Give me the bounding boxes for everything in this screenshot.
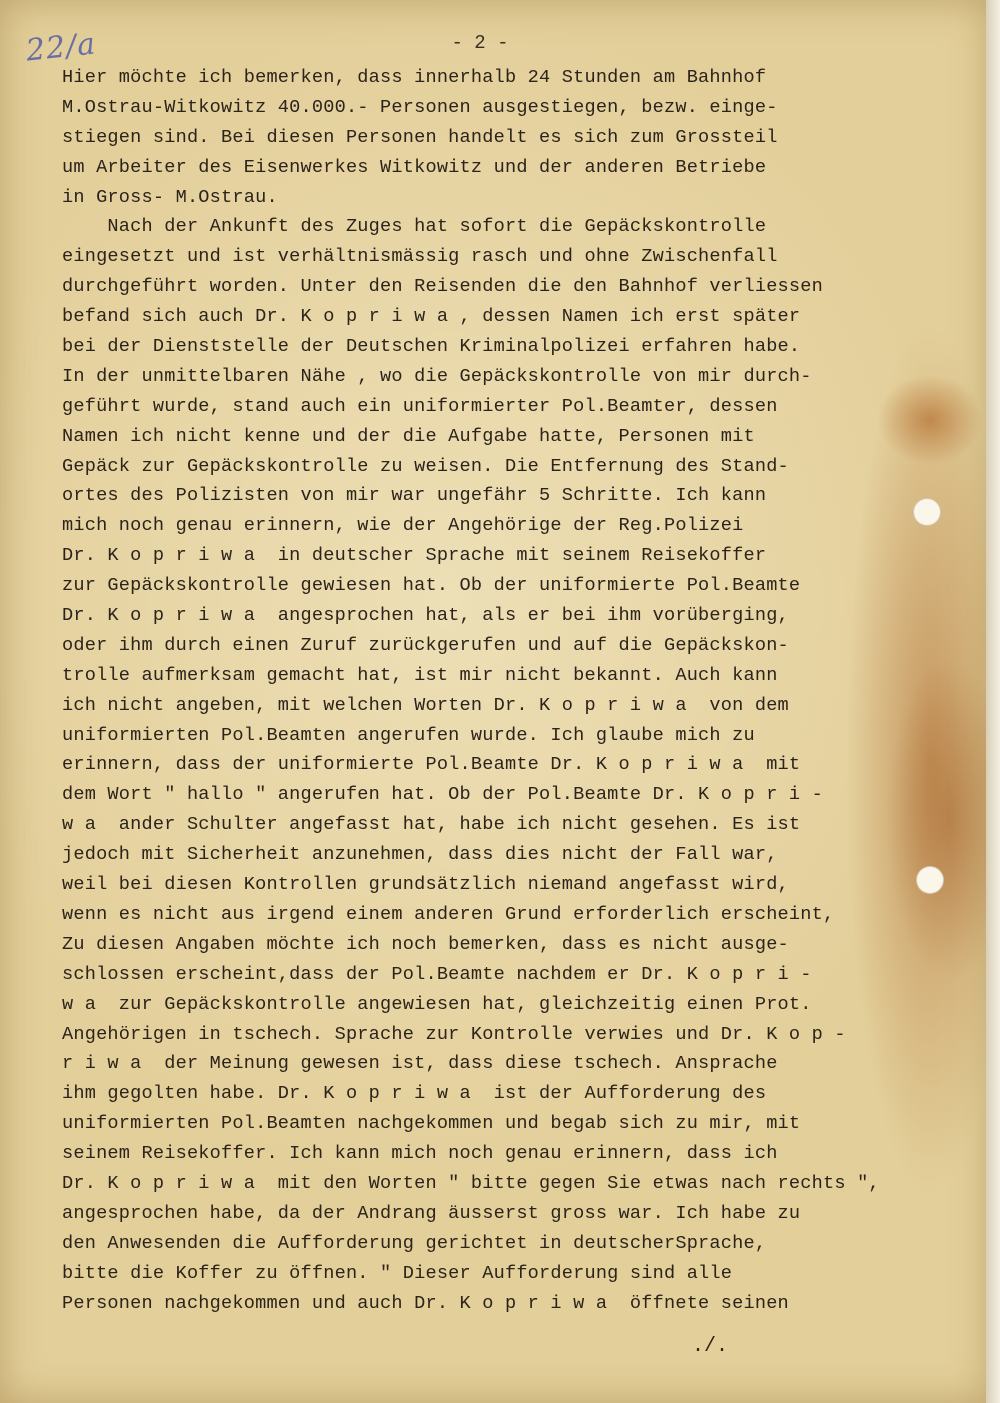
text-line: seinem Reisekoffer. Ich kann mich noch genau erinnern, dass ich: [62, 1143, 778, 1165]
page-number: - 2 -: [451, 32, 509, 54]
text-line: zur Gepäckskontrolle gewiesen hat. Ob der uniformierte Pol.Beamte: [62, 575, 801, 597]
text-line: r i w a der Meinung gewesen ist, dass diese tschech. Ansprache: [62, 1053, 778, 1075]
text-line: Zu diesen Angaben möchte ich noch bemerken, dass es nicht ausge-: [62, 933, 789, 955]
text-line: dem Wort " hallo " angerufen hat. Ob der Pol.Beamte Dr. K o p r i -: [62, 784, 823, 806]
text-line: ortes des Polizisten von mir war ungefähr 5 Schritte. Ich kann: [62, 485, 767, 507]
punch-hole: [913, 498, 941, 526]
text-line: In der unmittelbaren Nähe , wo die Gepäckskontrolle von mir durch-: [62, 365, 812, 387]
paper-edge: [986, 0, 1000, 1403]
text-line: Angehörigen in tschech. Sprache zur Kontrolle verwies und Dr. K o p -: [62, 1023, 846, 1045]
text-line: M.Ostrau-Witkowitz 40.000.- Personen ausgestiegen, bezw. einge-: [62, 96, 778, 118]
text-line: w a zur Gepäckskontrolle angewiesen hat, gleichzeitig einen Prot.: [62, 993, 812, 1015]
text-line: jedoch mit Sicherheit anzunehmen, dass dies nicht der Fall war,: [62, 844, 778, 866]
text-line: uniformierten Pol.Beamten nachgekommen und begab sich zu mir, mit: [62, 1113, 801, 1135]
text-line: bei der Dienststelle der Deutschen Kriminalpolizei erfahren habe.: [62, 336, 801, 358]
text-line: den Anwesenden die Aufforderung gerichtet in deutscherSprache,: [62, 1232, 767, 1254]
text-line: bitte die Koffer zu öffnen. " Dieser Aufforderung sind alle: [62, 1262, 733, 1284]
text-line: Dr. K o p r i w a in deutscher Sprache mit seinem Reisekoffer: [62, 545, 767, 567]
text-line: Gepäck zur Gepäckskontrolle zu weisen. Die Entfernung des Stand-: [62, 455, 789, 477]
text-line: ich nicht angeben, mit welchen Worten Dr. K o p r i w a von dem: [62, 694, 789, 716]
text-line: befand sich auch Dr. K o p r i w a , dessen Namen ich erst später: [62, 306, 801, 328]
text-line: angesprochen habe, da der Andrang äusserst gross war. Ich habe zu: [62, 1202, 801, 1224]
text-line: oder ihm durch einen Zuruf zurückgerufen und auf die Gepäckskon-: [62, 634, 789, 656]
text-line: erinnern, dass der uniformierte Pol.Beamte Dr. K o p r i w a mit: [62, 754, 801, 776]
text-line: Nach der Ankunft des Zuges hat sofort die Gepäckskontrolle: [62, 216, 767, 238]
continuation-mark: ./.: [692, 1335, 729, 1358]
text-line: Dr. K o p r i w a mit den Worten " bitte gegen Sie etwas nach rechts ",: [62, 1172, 880, 1194]
text-line: durchgeführt worden. Unter den Reisenden die den Bahnhof verliessen: [62, 276, 823, 298]
text-line: ihm gegolten habe. Dr. K o p r i w a ist der Aufforderung des: [62, 1083, 767, 1105]
text-line: trolle aufmerksam gemacht hat, ist mir nicht bekannt. Auch kann: [62, 664, 778, 686]
text-line: Personen nachgekommen und auch Dr. K o p r i w a öffnete seinen: [62, 1292, 789, 1314]
text-line: in Gross- M.Ostrau.: [62, 186, 278, 208]
text-line: Dr. K o p r i w a angesprochen hat, als er bei ihm vorüberging,: [62, 605, 789, 627]
text-line: eingesetzt und ist verhältnismässig rasch und ohne Zwischenfall: [62, 246, 778, 268]
text-line: um Arbeiter des Eisenwerkes Witkowitz und der anderen Betriebe: [62, 156, 767, 178]
text-line: w a ander Schulter angefasst hat, habe ich nicht gesehen. Es ist: [62, 814, 801, 836]
text-line: wenn es nicht aus irgend einem anderen Grund erforderlich erscheint,: [62, 903, 835, 925]
text-line: Hier möchte ich bemerken, dass innerhalb 24 Stunden am Bahnhof: [62, 67, 767, 88]
text-line: stiegen sind. Bei diesen Personen handelt es sich zum Grossteil: [62, 126, 778, 148]
text-line: geführt wurde, stand auch ein uniformierter Pol.Beamter, dessen: [62, 395, 778, 417]
handwritten-annotation: 22/a: [24, 26, 98, 69]
text-line: uniformierten Pol.Beamten angerufen wurde. Ich glaube mich zu: [62, 724, 755, 746]
typewritten-body: [62, 63, 962, 1318]
text-line: Namen ich nicht kenne und der die Aufgabe hatte, Personen mit: [62, 425, 755, 447]
text-line: weil bei diesen Kontrollen grundsätzlich niemand angefasst wird,: [62, 874, 789, 896]
text-line: schlossen erscheint,dass der Pol.Beamte nachdem er Dr. K o p r i -: [62, 963, 812, 985]
text-line: mich noch genau erinnern, wie der Angehörige der Reg.Polizei: [62, 515, 744, 537]
punch-hole: [916, 866, 944, 894]
